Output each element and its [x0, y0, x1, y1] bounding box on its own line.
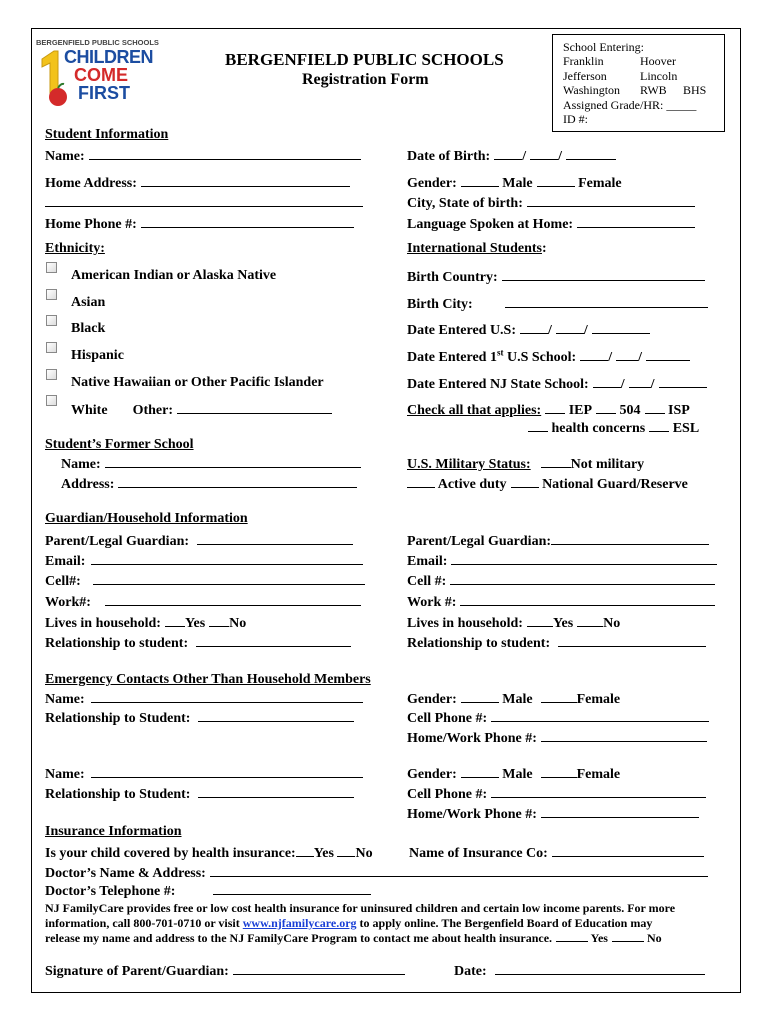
not-military-field[interactable] [541, 455, 571, 468]
national-guard-field[interactable] [511, 475, 539, 488]
guardian-heading: Guardian/Household Information [45, 511, 248, 526]
cell1-field[interactable] [93, 572, 365, 585]
iep-label: IEP [568, 403, 593, 418]
work1-label: Work#: [45, 595, 91, 610]
emergency2-cell-field[interactable] [491, 785, 706, 798]
parent1-field[interactable] [197, 532, 353, 545]
emergency2-name-label: Name: [45, 767, 85, 782]
emergency2-cell-label: Cell Phone #: [407, 787, 488, 802]
lives2-yes-label: Yes [552, 616, 574, 631]
home-address-field[interactable] [141, 174, 350, 187]
familycare-paragraph-line1: NJ FamilyCare provides free or low cost health insurance for uninsured children and certain low income parents. For more [45, 901, 676, 915]
ethnicity-american-indian: American Indian or Alaska Native [71, 268, 277, 283]
emergency1-male-field[interactable] [461, 690, 499, 703]
district-logo [34, 38, 162, 108]
logo-first: FIRST [78, 83, 130, 103]
school-bhs[interactable]: BHS [683, 83, 707, 98]
emergency2-male-field[interactable] [461, 765, 499, 778]
gender-female-field[interactable] [537, 174, 575, 187]
date-first-school-label: Date Entered 1 [407, 350, 497, 365]
cell1-label: Cell#: [45, 574, 81, 589]
parent1-label: Parent/Legal Guardian: [45, 534, 190, 549]
birth-country-field[interactable] [502, 268, 705, 281]
lives1-no-field[interactable] [209, 614, 229, 627]
date-first-month-field[interactable] [580, 348, 608, 361]
signature-date-label: Date: [454, 964, 487, 979]
date-nj-month-field[interactable] [593, 375, 621, 388]
school-entering-heading: School Entering: [563, 40, 644, 54]
isp-field[interactable] [645, 401, 665, 414]
school-lincoln[interactable]: Lincoln [640, 68, 678, 83]
parent2-label: Parent/Legal Guardian: [407, 534, 552, 549]
school-rwb[interactable]: RWB [640, 83, 667, 98]
ethnicity-checkbox-black[interactable] [46, 315, 57, 326]
gender-male-field[interactable] [461, 174, 499, 187]
ethnicity-black: Black [71, 321, 106, 336]
emergency1-male-label: Male [502, 692, 533, 707]
doctor-name-field[interactable] [210, 864, 708, 877]
insurance-no-field[interactable] [337, 844, 355, 857]
insurance-yes-label: Yes [313, 846, 334, 861]
birth-city-field[interactable] [505, 295, 708, 308]
ethnicity-checkbox-white[interactable] [46, 395, 57, 406]
home-address-label: Home Address: [45, 176, 137, 191]
familycare-yes-field[interactable] [556, 931, 588, 942]
emergency1-cell-field[interactable] [491, 709, 709, 722]
home-phone-label: Home Phone #: [45, 217, 137, 232]
emergency2-homework-field[interactable] [541, 805, 699, 818]
logo-district-name: BERGENFIELD PUBLIC SCHOOLS [36, 38, 159, 47]
ethnicity-checkbox-pacific-islander[interactable] [46, 369, 57, 380]
lives1-yes-field[interactable] [165, 614, 185, 627]
ethnicity-checkbox-hispanic[interactable] [46, 342, 57, 353]
emergency1-homework-label: Home/Work Phone #: [407, 731, 537, 746]
gender-label: Gender: [407, 176, 457, 191]
date-nj-year-field[interactable] [659, 375, 707, 388]
ethnicity-hispanic: Hispanic [71, 348, 124, 363]
ethnicity-asian: Asian [71, 295, 106, 310]
doctor-name-label: Doctor’s Name & Address: [45, 866, 206, 881]
lives2-yes-field[interactable] [527, 614, 553, 627]
relationship1-label: Relationship to student: [45, 636, 189, 651]
military-heading: U.S. Military Status: [407, 457, 531, 472]
name-label: Name: [45, 149, 85, 164]
former-school-name-field[interactable] [105, 455, 361, 468]
parent2-field[interactable] [551, 532, 709, 545]
email1-label: Email: [45, 554, 86, 569]
dob-month-field[interactable] [494, 147, 522, 160]
isp-label: ISP [668, 403, 690, 418]
logo-come: COME [74, 65, 128, 85]
emergency2-relationship-field[interactable] [198, 785, 354, 798]
insurance-name-field[interactable] [552, 844, 704, 857]
ethnicity-pacific-islander: Native Hawaiian or Other Pacific Islander [71, 375, 324, 390]
esl-label: ESL [672, 421, 700, 436]
language-field[interactable] [577, 215, 695, 228]
504-label: 504 [619, 403, 641, 418]
former-school-address-field[interactable] [118, 475, 357, 488]
city-state-field[interactable] [527, 194, 695, 207]
relationship2-label: Relationship to student: [407, 636, 551, 651]
health-concerns-field[interactable] [528, 419, 548, 432]
school-washington[interactable]: Washington [563, 83, 621, 98]
emergency2-name-field[interactable] [91, 765, 363, 778]
emergency1-name-label: Name: [45, 692, 85, 707]
home-address-field-2[interactable] [45, 194, 363, 207]
date-first-school-label-post: U.S School: [506, 350, 577, 365]
lives1-label: Lives in household: [45, 616, 161, 631]
insurance-no-label: No [355, 846, 373, 861]
ethnicity-other-label: Other: [132, 403, 173, 418]
email2-field[interactable] [451, 552, 717, 565]
former-school-address-label: Address: [61, 477, 115, 492]
504-field[interactable] [596, 401, 616, 414]
dob-year-field[interactable] [566, 147, 616, 160]
ethnicity-checkbox-american-indian[interactable] [46, 262, 57, 273]
work1-field[interactable] [105, 593, 361, 606]
dob-label: Date of Birth: [407, 149, 491, 164]
insurance-heading: Insurance Information [45, 824, 182, 839]
familycare-paragraph-line2: information, call 800-701-0710 or visit [45, 916, 240, 930]
date-first-day-field[interactable] [616, 348, 638, 361]
gender-female-label: Female [578, 176, 622, 191]
health-concerns-label: health concerns [551, 421, 646, 436]
lives2-no-field[interactable] [577, 614, 603, 627]
signature-date-field[interactable] [495, 962, 705, 975]
date-us-month-field[interactable] [520, 321, 548, 334]
email2-label: Email: [407, 554, 448, 569]
doctor-phone-label: Doctor’s Telephone #: [45, 884, 176, 899]
lives2-label: Lives in household: [407, 616, 523, 631]
active-duty-label: Active duty [437, 477, 507, 492]
familycare-no-field[interactable] [612, 931, 644, 942]
date-nj-day-field[interactable] [629, 375, 651, 388]
emergency1-relationship-label: Relationship to Student: [45, 711, 191, 726]
check-all-label: Check all that applies: [407, 403, 542, 418]
emergency2-female-label: Female [576, 767, 621, 782]
student-info-heading: Student Information [45, 127, 169, 142]
city-state-label: City, State of birth: [407, 196, 523, 211]
work2-field[interactable] [460, 593, 715, 606]
lives1-yes-label: Yes [184, 616, 206, 631]
emergency2-relationship-label: Relationship to Student: [45, 787, 191, 802]
birth-country-label: Birth Country: [407, 270, 498, 285]
date-first-school-sup: st [496, 347, 504, 358]
lives2-no-label: No [603, 616, 621, 631]
emergency1-relationship-field[interactable] [198, 709, 354, 722]
school-hoover[interactable]: Hoover [640, 54, 676, 69]
emergency1-name-field[interactable] [91, 690, 363, 703]
id-label: ID #: [563, 112, 588, 127]
insurance-name-label: Name of Insurance Co: [409, 846, 548, 861]
former-school-heading: Student’s Former School [45, 437, 194, 452]
active-duty-field[interactable] [407, 475, 435, 488]
ethnicity-white: White [71, 403, 108, 418]
ethnicity-heading: Ethnicity: [45, 241, 105, 256]
insurance-yes-field[interactable] [296, 844, 314, 857]
logo-children: CHILDREN [64, 47, 153, 67]
not-military-label: Not military [570, 457, 645, 472]
lives1-no-label: No [229, 616, 247, 631]
emergency1-female-label: Female [576, 692, 621, 707]
date-entered-us-label: Date Entered U.S: [407, 323, 517, 338]
assigned-grade-field[interactable]: _____ [666, 97, 697, 112]
signature-field[interactable] [233, 962, 405, 975]
relationship1-field[interactable] [196, 634, 351, 647]
school-franklin[interactable]: Franklin [563, 54, 604, 69]
signature-label: Signature of Parent/Guardian: [45, 964, 229, 979]
national-guard-label: National Guard/Reserve [542, 477, 688, 492]
language-label: Language Spoken at Home: [407, 217, 574, 232]
home-phone-field[interactable] [141, 215, 354, 228]
ethnicity-checkbox-asian[interactable] [46, 289, 57, 300]
date-first-year-field[interactable] [646, 348, 690, 361]
emergency2-female-field[interactable] [541, 765, 577, 778]
njfamilycare-link[interactable]: www.njfamilycare.org [242, 916, 357, 930]
esl-field[interactable] [649, 419, 669, 432]
student-name-field[interactable] [89, 147, 361, 160]
page-title: BERGENFIELD PUBLIC SCHOOLS [225, 50, 504, 69]
date-us-year-field[interactable] [592, 321, 650, 334]
doctor-phone-field[interactable] [213, 882, 371, 895]
emergency2-homework-label: Home/Work Phone #: [407, 807, 537, 822]
familycare-yes-label: Yes [590, 931, 608, 945]
school-entering-box [552, 34, 725, 132]
iep-field[interactable] [545, 401, 565, 414]
familycare-paragraph-line3: release my name and address to the NJ FamilyCare Program to contact me about health insurance. [45, 931, 553, 945]
emergency2-gender-label: Gender: [407, 767, 457, 782]
emergency1-gender-label: Gender: [407, 692, 457, 707]
insurance-question: Is your child covered by health insurance: [45, 846, 296, 861]
cell2-field[interactable] [450, 572, 715, 585]
former-school-name-label: Name: [61, 457, 101, 472]
gender-male-label: Male [502, 176, 533, 191]
international-heading-colon: : [541, 241, 547, 256]
emergency1-homework-field[interactable] [541, 729, 707, 742]
emergency2-male-label: Male [502, 767, 533, 782]
date-us-day-field[interactable] [556, 321, 584, 334]
emergency1-female-field[interactable] [541, 690, 577, 703]
relationship2-field[interactable] [558, 634, 706, 647]
email1-field[interactable] [91, 552, 363, 565]
international-heading: International Students [407, 241, 542, 256]
emergency-heading: Emergency Contacts Other Than Household Members [45, 672, 371, 687]
familycare-no-label: No [646, 931, 662, 945]
cell2-label: Cell #: [407, 574, 447, 589]
emergency1-cell-label: Cell Phone #: [407, 711, 488, 726]
page-subtitle: Registration Form [302, 71, 429, 88]
dob-day-field[interactable] [530, 147, 558, 160]
ethnicity-other-field[interactable] [177, 401, 332, 414]
birth-city-label: Birth City: [407, 297, 473, 312]
date-nj-label: Date Entered NJ State School: [407, 377, 589, 392]
assigned-grade-label: Assigned Grade/HR: [563, 97, 664, 112]
school-jefferson[interactable]: Jefferson [563, 68, 607, 83]
familycare-paragraph-line2-post: to apply online. The Bergenfield Board of Education may [359, 916, 653, 930]
work2-label: Work #: [407, 595, 457, 610]
